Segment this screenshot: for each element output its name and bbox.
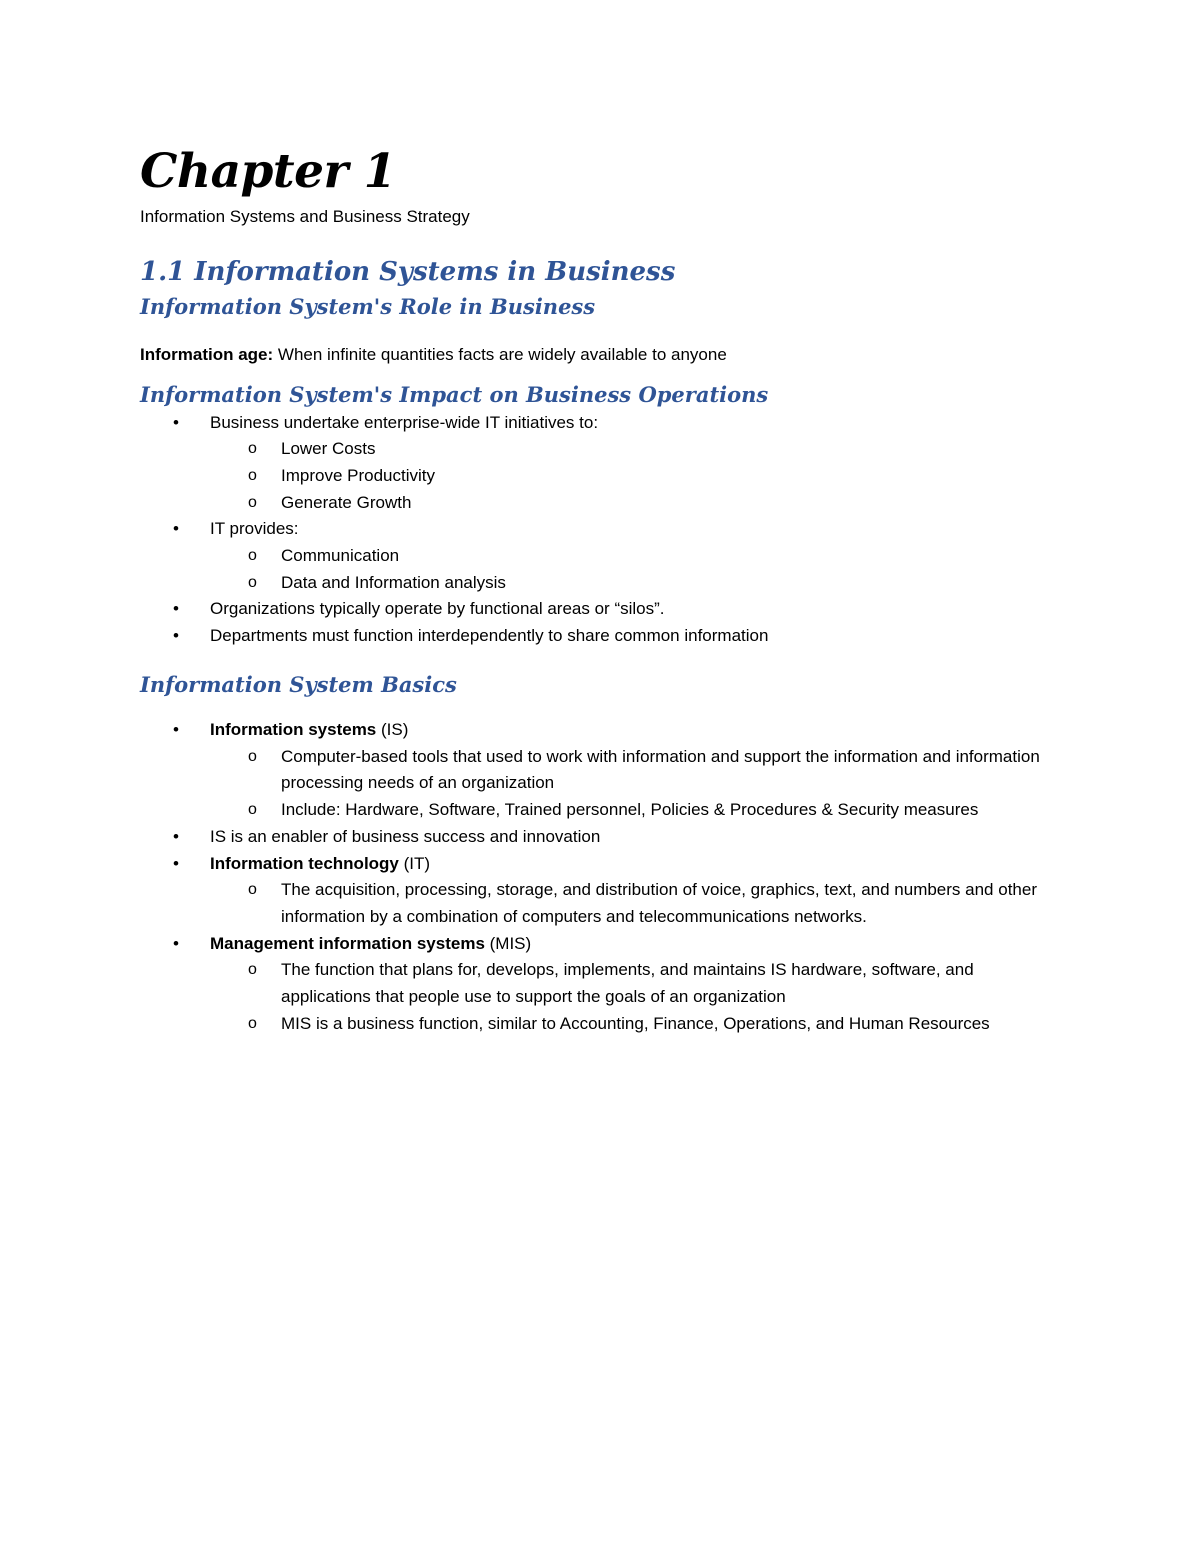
list-item-text: Organizations typically operate by functional areas or “silos”. [210,599,665,619]
sub-list-item [140,570,1060,597]
sub-list [210,744,1060,824]
bullet-icon: • [173,519,179,539]
sub-list-item-text: The function that plans for, develops, implements, and maintains IS hardware, software, and applications that people use to support the goals of an organization [281,960,974,1007]
list-item-text: IT provides: [210,519,299,539]
term-abbrev: (IS) [376,720,409,740]
sub-list-item-text: MIS is a business function, similar to Accounting, Finance, Operations, and Human Resources [281,1013,990,1033]
circle-bullet-icon: o [248,1014,257,1032]
sub-list-item [140,957,1060,1010]
sub-list [210,877,1060,930]
bullet-icon: • [173,853,179,873]
definition-text: When infinite quantities facts are widely available to anyone [273,345,727,365]
chapter-subtitle: Information Systems and Business Strategy [140,207,470,226]
basics-list [140,717,1060,1037]
sub-list-item-text: Lower Costs [281,439,376,459]
list-item [140,596,1060,623]
information-age-definition [140,341,1060,368]
circle-bullet-icon: o [248,547,257,565]
term-bold: Information systems [210,720,377,740]
document-page [140,140,1060,1038]
sub-list-item [140,744,1060,797]
list-item [140,717,1060,824]
bullet-icon: • [173,826,179,846]
basics-heading: Information System Basics [140,671,457,697]
section-heading: 1.1 Information Systems in Business [140,257,676,287]
sub-list-item [140,1011,1060,1038]
sub-list-item-text: Include: Hardware, Software, Trained personnel, Policies & Procedures & Security measures [281,800,979,820]
list-item [140,623,1060,650]
bullet-icon: • [173,933,179,953]
sub-list-item-text: The acquisition, processing, storage, and distribution of voice, graphics, text, and numbers and other information by a combination of computers and telecommunications networks. [281,880,1037,926]
list-item-text: Business undertake enterprise-wide IT initiatives to: [210,412,599,432]
sub-list-item-text: Data and Information analysis [281,572,506,592]
circle-bullet-icon: o [248,440,257,458]
list-item-text: Departments must function interdependently to share common information [210,626,769,646]
circle-bullet-icon: o [248,747,257,765]
sub-list-item-text: Improve Productivity [281,465,435,485]
list-item-text: IS is an enabler of business success and innovation [210,826,601,846]
sub-list [210,543,1060,596]
bullet-icon: • [173,412,179,432]
list-item [140,516,1060,596]
sub-list-item-text: Communication [281,546,400,566]
impact-list [140,410,1060,650]
list-item [140,824,1060,851]
term-bold: Information technology [210,853,399,873]
sub-list-item [140,543,1060,570]
circle-bullet-icon: o [248,801,257,819]
chapter-title: Chapter 1 [140,144,396,199]
bullet-icon: • [173,599,179,619]
sub-list-item [140,877,1060,930]
impact-heading: Information System's Impact on Business Operations [140,382,769,408]
circle-bullet-icon: o [248,881,257,899]
circle-bullet-icon: o [248,466,257,484]
sub-list-item-text: Computer-based tools that used to work with information and support the information and information processing needs of an organization [281,746,1040,793]
role-heading: Information System's Role in Business [140,294,596,320]
term-bold: Management information systems [210,933,485,953]
definition-term: Information age: [140,345,274,365]
list-item [140,931,1060,1038]
sub-list-item [140,463,1060,490]
circle-bullet-icon: o [248,573,257,591]
sub-list [210,957,1060,1037]
sub-list-item [140,797,1060,824]
sub-list-item-text: Generate Growth [281,492,412,512]
bullet-icon: • [173,720,179,740]
circle-bullet-icon: o [248,961,257,979]
circle-bullet-icon: o [248,493,257,511]
sub-list-item [140,436,1060,463]
bullet-icon: • [173,626,179,646]
list-item [140,851,1060,931]
sub-list [210,436,1060,516]
list-item [140,410,1060,517]
term-abbrev: (MIS) [484,933,532,953]
term-abbrev: (IT) [398,853,431,873]
sub-list-item [140,490,1060,517]
